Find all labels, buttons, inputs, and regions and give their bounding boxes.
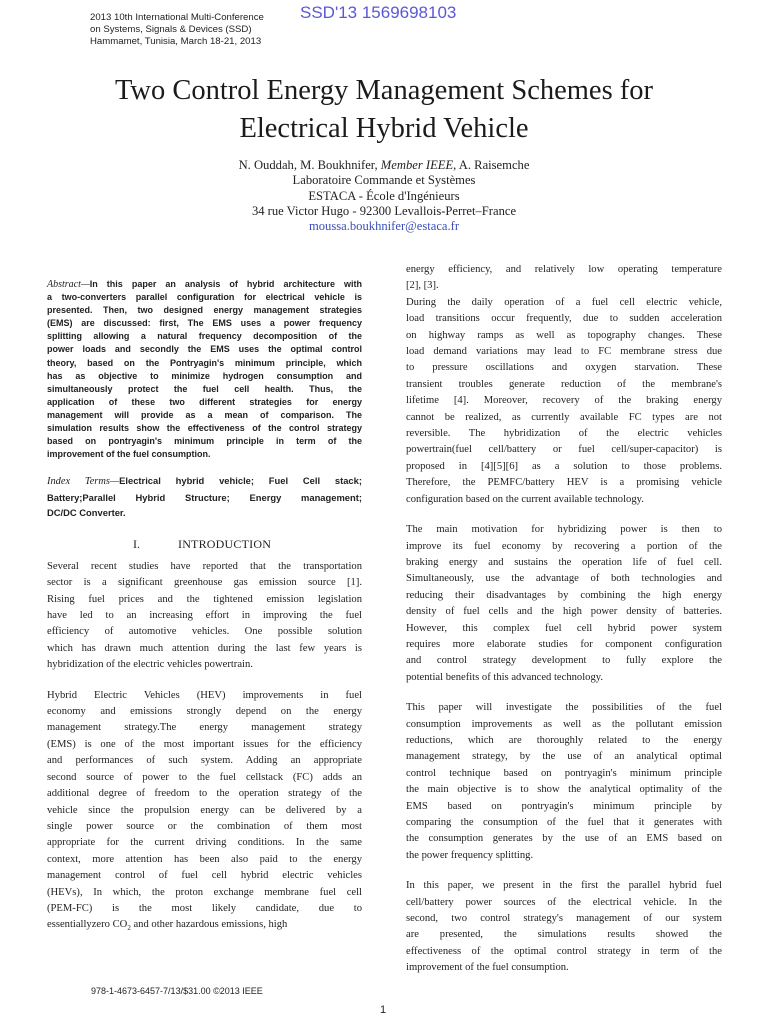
paragraph-line: In this paper, we present in the first the parallel hybrid fuel — [406, 880, 722, 892]
paragraph-line: proposed in [4][5][6] as a solution to those problems. — [406, 460, 722, 472]
paragraph-line: improvement of the fuel consumption. — [406, 962, 569, 974]
index-terms — [47, 473, 362, 521]
paragraph-line: Rising fuel prices and the tightened emission legislation — [47, 593, 362, 605]
paragraph-line: braking energy and sustains the operation life of fuel cell. — [406, 556, 722, 568]
conference-line-1: 2013 10th International Multi-Conference — [90, 12, 264, 23]
author-email-link[interactable]: moussa.boukhnifer@estaca.fr — [308, 219, 460, 234]
paragraph-line: second source of power to the fuel cellstack (FC) adds an — [47, 771, 362, 783]
paragraph-line: load demand variations may lead to FC membrane stress due — [406, 346, 722, 358]
right-paragraph-4 — [406, 878, 722, 976]
paragraph-line: single power source or the combination of them most — [47, 820, 362, 832]
paragraph-line: (EMS) is one of the most important issues for the efficiency — [47, 738, 362, 750]
paragraph-line: (HEVs), In which, the proton exchange membrane fuel cell — [47, 886, 362, 898]
title-line-1: Two Control Energy Management Schemes for — [114, 75, 654, 106]
paragraph-line: and control strategy development to fully explore the — [406, 655, 722, 667]
paragraph-line: appropriate for the current driving conditions. In the same — [47, 837, 362, 849]
paragraph-line: energy efficiency, and relatively low operating temperature — [406, 264, 722, 275]
paragraph-line: have led to an increasing effort in improving the fuel — [47, 610, 362, 622]
section-number: I. — [133, 536, 140, 551]
paragraph-line: comparing the consumption of the fuel that it generates with — [406, 817, 722, 828]
paragraph-line: sector is a significant greenhouse gas emission source [1]. — [47, 577, 362, 589]
paragraph-line: However, this complex fuel cell hybrid power system — [406, 622, 722, 634]
paragraph-line: which has drawn much attention during the last few years is — [47, 642, 362, 654]
submission-id-watermark: SSD'13 1569698103 — [300, 3, 457, 22]
paragraph-line: potential benefits of this advanced technology. — [406, 671, 604, 683]
author-names-tail: , A. Raisemche — [453, 158, 530, 172]
paragraph-line: configuration based on the current available technology. — [406, 493, 644, 505]
paragraph-line: Hybrid Electric Vehicles (HEV) improvements in fuel — [47, 689, 362, 701]
paragraph-line: cannot be realized, as currently available FC types are not — [406, 411, 722, 423]
paragraph-line: reductions, which are thoroughly related to the energy — [406, 734, 722, 746]
paragraph-line: requires more elaborate studies for component configuration — [406, 638, 722, 650]
section-title: INTRODUCTION — [178, 536, 272, 551]
author-lab: Laboratoire Commande et Systèmes — [292, 173, 476, 188]
paragraph-line: context, more attention has been also paid to the energy — [47, 853, 362, 865]
paragraph-line: This paper will investigate the possibilities of the fuel — [406, 702, 722, 714]
paragraph-line: control technique based on pontryagin's minimum principle — [406, 767, 722, 779]
author-names-plain: N. Ouddah, M. Boukhnifer, — [238, 158, 378, 172]
abstract-line: simultaneously protect the fuel cell health. Thus, the — [47, 383, 362, 394]
paragraph-line: vehicle since the propulsion energy can be delivered by a — [47, 804, 362, 816]
paragraph-line: and performances of such system. Adding an appropriate — [47, 755, 362, 767]
right-paragraph-2 — [406, 522, 722, 686]
abstract-line: has as objective to minimize hydrogen consumption and — [47, 370, 362, 381]
abstract-line: theory, based on the Pontryagin's minimum principle, which — [47, 357, 362, 368]
intro-paragraph-1 — [47, 559, 362, 674]
abstract-line: application of these two different strategies for energy — [47, 396, 362, 407]
paragraph-line: the power frequency splitting. — [406, 849, 534, 861]
paragraph-line: EMS based on pontryagin's minimum principle by — [406, 800, 722, 812]
paragraph-line: Simultaneously, use the advantage of both technologies and — [406, 573, 722, 585]
author-school: ESTACA - École d'Ingénieurs — [308, 188, 460, 203]
co2-subscript: 2 — [127, 924, 131, 933]
paragraph-line: hybridization of the electric vehicles powertrain. — [47, 659, 253, 671]
copyright-footer: 978-1-4673-6457-7/13/$31.00 ©2013 IEEE — [91, 986, 263, 996]
abstract-line: a two-converters parallel configuration for electrical vehicle is — [47, 292, 362, 303]
paragraph-line: management control of fuel cell hybrid electric vehicles — [47, 870, 362, 882]
abstract-line: Abstract—In this paper an analysis of hybrid architecture with — [47, 279, 362, 290]
abstract-line: based on pontryagin's minimum principle in term of the — [47, 436, 362, 447]
paragraph-line: second, two control strategy's management of our system — [406, 913, 722, 925]
right-column — [406, 262, 722, 977]
paragraph-line: improve its fuel economy by recovering a portion of the — [406, 540, 722, 552]
section-heading-introduction — [47, 537, 362, 559]
paragraph-line: Several recent studies have reported that the transportation — [47, 560, 362, 572]
paragraph-line: the consumption generates by the use of an EMS based on — [406, 833, 722, 845]
abstract-line: (EMS) are discussed: first, The EMS uses a power frequency — [47, 318, 362, 329]
right-paragraph-1 — [406, 262, 722, 508]
paragraph-line: consumption improvements as well as the pollutant emission — [406, 718, 722, 730]
paragraph-line: The main motivation for hybridizing power is then to — [406, 524, 722, 536]
paragraph-line: management strategy.The energy management strategy — [47, 722, 362, 734]
paragraph-line: powertrain(fuel cell/battery or fuel cell/super-capacitor) is — [406, 444, 722, 456]
paragraph-line: effectiveness of the optimal control strategy in term of the — [406, 945, 722, 957]
paragraph-line: management strategy, by the use of an analytical optimal — [406, 751, 722, 763]
intro-paragraph-2 — [47, 688, 362, 934]
paragraph-line: Therefore, the PEMFC/battery HEV is a promising vehicle — [406, 477, 722, 489]
right-paragraph-3 — [406, 700, 722, 864]
paragraph-line: to pressure oscillations and oxygen starvation. These — [406, 362, 722, 374]
paragraph-line: lifetime [4]. Moreover, recovery of the braking energy — [406, 395, 722, 407]
paragraph-line-co2: essentiallyzero $CO_2$ and other hazardous emissions, high — [47, 919, 288, 933]
abstract-lead: Abstract— — [47, 279, 90, 290]
index-terms-line: Index Terms—Electrical hybrid vehicle; Fuel Cell stack; — [47, 475, 362, 488]
index-terms-line: DC/DC Converter. — [47, 507, 126, 519]
paragraph-line: reducing their disadvantages by combining the high energy — [406, 589, 722, 601]
author-address: 34 rue Victor Hugo - 92300 Levallois-Perret–France — [251, 203, 517, 218]
index-terms-lead: Index Terms— — [47, 476, 120, 488]
abstract-line: improvement of the fuel consumption. — [47, 449, 211, 460]
paragraph-line: (PEM-FC) is the most likely candidate, due to — [47, 902, 362, 914]
left-column — [47, 278, 362, 934]
abstract-line: splitting allowing a natural frequency decomposition of the — [47, 331, 362, 342]
abstract-line: simulation results show the effectiveness of the control strategy — [47, 423, 362, 434]
conference-info — [90, 12, 264, 48]
paragraph-line: [2], [3]. — [406, 280, 439, 292]
paragraph-line: additional degree of freedom to the operation strategy of the — [47, 788, 362, 800]
author-names — [120, 158, 648, 173]
paragraph-line: load transitions occur frequently, due to sudden acceleration — [406, 313, 722, 325]
abstract-line: management will provide as a mean of comparison. The — [47, 409, 362, 420]
conference-line-2: on Systems, Signals & Devices (SSD) — [90, 24, 252, 35]
paragraph-line: cell/battery power sources of the electrical vehicle. In the — [406, 896, 722, 908]
conference-line-3: Hammamet, Tunisia, March 18-21, 2013 — [90, 36, 262, 47]
index-terms-line: Battery;Parallel Hybrid Structure; Energy management; — [47, 491, 362, 503]
paragraph-line: density of fuel cells and the high power density of batteries. — [406, 606, 722, 618]
paragraph-line: are presented, the simulations results showed the — [406, 929, 722, 941]
paragraph-line: efficiency of automotive vehicles. One possible solution — [47, 626, 362, 638]
paragraph-line: on highway ramps as well as topography changes. These — [406, 329, 722, 341]
author-block — [120, 158, 648, 234]
paragraph-line: During the daily operation of a fuel cell electric vehicle, — [406, 296, 722, 308]
paragraph-line: economy and emissions strongly depend on the energy — [47, 706, 362, 718]
abstract — [47, 278, 362, 461]
paragraph-line: reversible. The hybridization of the electric vehicles — [406, 428, 722, 440]
paragraph-line: transient troubles generate reduction of the membrane's — [406, 378, 722, 390]
author-member-title: Member IEEE — [380, 158, 454, 172]
paragraph-line: the main objective is to show the analytical optimality of the — [406, 784, 722, 796]
title-line-2: Electrical Hybrid Vehicle — [239, 113, 529, 144]
abstract-line: presented. Then, two designed energy management strategies — [47, 305, 362, 316]
abstract-line: power loads and secondly the EMS uses the optimal control — [47, 344, 362, 355]
paper-title — [40, 72, 728, 148]
page-number: 1 — [380, 1004, 387, 1016]
